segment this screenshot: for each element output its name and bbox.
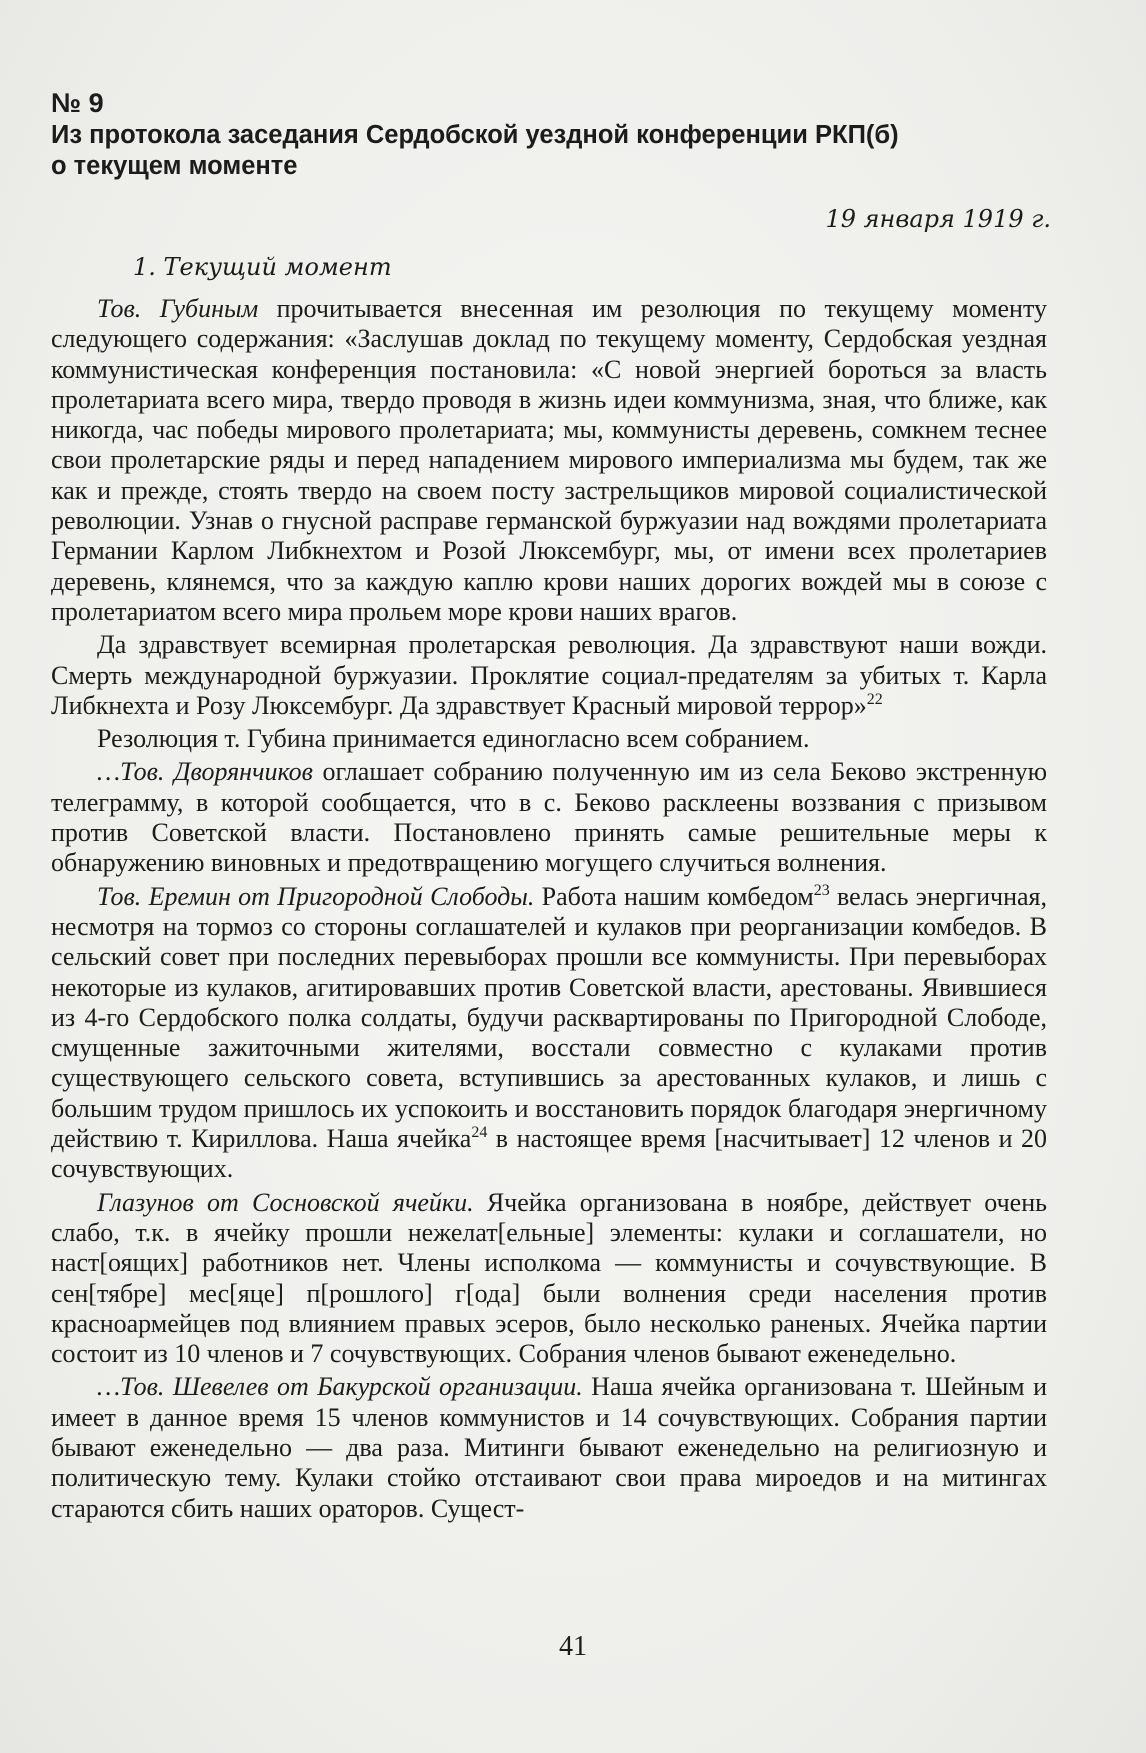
paragraph-1 — [51, 294, 1047, 627]
section-title: 1. Текущий момент — [133, 253, 392, 281]
footnote-marker: 22 — [866, 690, 883, 708]
document-number: № 9 — [51, 88, 104, 118]
document-title — [51, 120, 1051, 182]
paragraph-7 — [51, 1372, 1047, 1523]
footnote-marker: 24 — [471, 1124, 488, 1142]
paragraph-5 — [51, 882, 1047, 1185]
paragraph-text: оглашает собранию полученную им из села Беково экстренную телеграмму, в которой сообщается, что в с. Беково расклеены воззвания с призывом против Советской власти. Постановлено принять самые решительные меры к обнаружению виновных и предотвращению могущего случиться волнения. — [51, 757, 1047, 878]
speaker-name: …Тов. Шевелев от Бакурской организации. — [97, 1372, 583, 1402]
paragraph-text: прочитывается внесенная им резолюция по текущему моменту следующего содержания: «Заслушав доклад по текущему моменту, Сердобская уездная коммунистическая конференция постановила: «С новой энергией бороться за власть пролетариата всего мира, твердо проводя в жизнь идеи коммунизма, зная, что ближе, как никогда, час победы мирового пролетариата; мы, коммунисты деревень, сомкнем теснее свои пролетарские ряды и перед нападением мирового империализма мы будем, так же как и прежде, стоять твердо на своем посту застрельщиков мировой социалистической революции. Узнав о гнусной расправе германской буржуазии над вождями пролетариата Германии Карлом Либкнехтом и Розой Люксембург, мы, от имени всех пролетариев деревень, клянемся, что за каждую каплю крови наших дорогих вождей мы в союзе с пролетариатом всего мира прольем море крови наших врагов. — [51, 294, 1047, 626]
paragraph-6 — [51, 1188, 1047, 1370]
paragraph-text: велась энергичная, несмотря на тормоз со стороны соглашателей и кулаков при реорганизации комбедов. В сельский совет при последних перевыборах прошли все коммунисты. При перевыборах некоторые из кулаков, агитировавших против Советской власти, арестованы. Явившиеся из 4-го Сердобского полка солдаты, будучи расквартированы по Пригородной Слободе, смущенные зажиточными жителями, восстали совместно с кулаками против существующего сельского совета, вступившись за арестованных кулаков, и лишь с большим трудом пришлось их успокоить и восстановить порядок благодаря энергичному действию т. Кириллова. Наша ячейка — [51, 881, 1047, 1154]
page-number: 41 — [559, 1631, 587, 1662]
document-header — [51, 88, 1051, 182]
paragraph-3 — [51, 724, 1047, 754]
paragraph-text: Работа нашим комбедом — [534, 881, 814, 911]
speaker-name: Тов. Губиным — [97, 294, 259, 323]
paragraph-text: Резолюция т. Губина принимается единогласно всем собранием. — [97, 724, 810, 754]
paragraph-text: Наша ячейка организована т. Шейным и имеет в данное время 15 членов коммунистов и 14 сочувствующих. Собрания партии бывают еженедельно — два раза. Митинги бывают еженедельно на религиозную и политическую тему. Кулаки стойко отстаивают свои права мироедов и на митингах стараются сбить наших ораторов. Сущест- — [51, 1372, 1047, 1523]
paragraph-text: Да здравствует всемирная пролетарская революция. Да здравствуют наши вожди. Смерть международной буржуазии. Проклятие социал-предателям за убитых т. Карла Либкнехта и Розу Люксембург. Да здравствует Красный мировой террор» — [51, 630, 1047, 720]
paragraph-text: Ячейка организована в ноябре, действует очень слабо, т.к. в ячейку прошли нежелат[ельные] элементы: кулаки и соглашатели, но наст[оящих] работников нет. Члены исполкома — коммунисты и сочувствующие. В сен[тябре] мес[яце] п[рошлого] г[ода] были волнения среди населения против красноармейцев под влиянием правых эсеров, было несколько раненых. Ячейка партии состоит из 10 членов и 7 сочувствующих. Собрания членов бывают еженедельно. — [51, 1187, 1047, 1369]
title-line-2: о текущем моменте — [51, 152, 298, 180]
footnote-marker: 23 — [813, 881, 830, 899]
title-line-1: Из протокола заседания Сердобской уездной конференции РКП(б) — [51, 121, 899, 149]
speaker-name: Глазунов от Сосновской ячейки. — [97, 1187, 474, 1217]
speaker-name: Тов. Еремин от Пригородной Слободы. — [97, 881, 535, 911]
paragraph-text: в настоящее время [насчитывает] 12 членов и 20 сочувствующих. — [51, 1124, 1048, 1184]
paragraph-4 — [51, 757, 1047, 878]
document-body — [51, 294, 1047, 1527]
speaker-name: …Тов. Дворянчиков — [97, 757, 313, 787]
document-date: 19 января 1919 г. — [825, 205, 1051, 233]
paragraph-2 — [51, 630, 1047, 721]
